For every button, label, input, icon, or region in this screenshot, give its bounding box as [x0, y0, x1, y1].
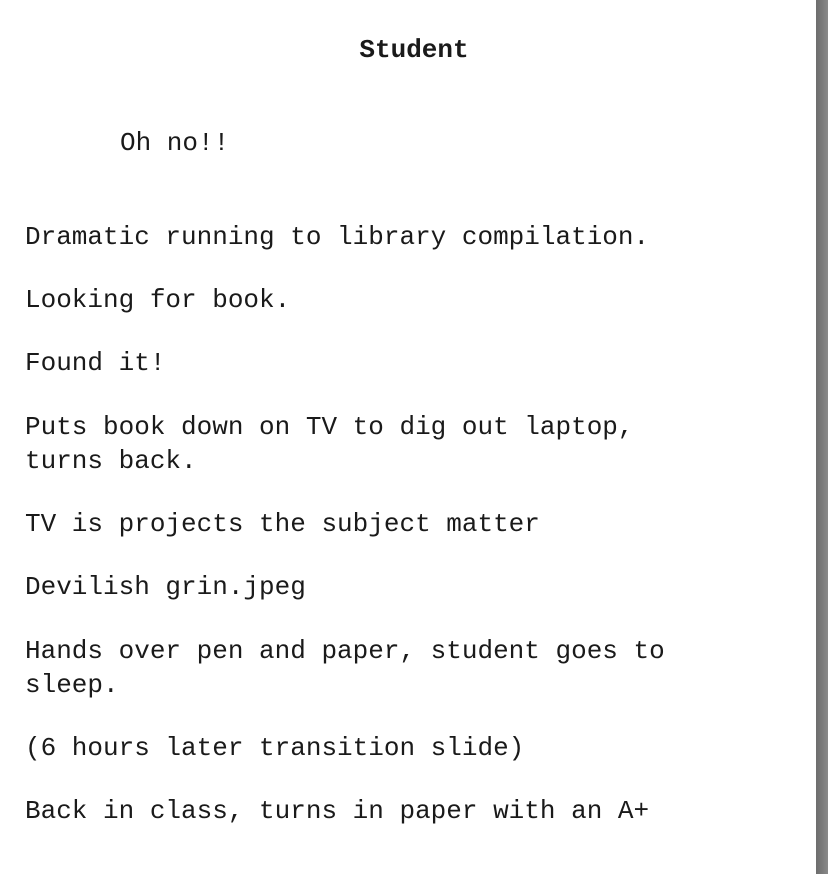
action-line: sleep. [25, 670, 119, 700]
action-line: Found it! [25, 348, 166, 378]
action-line: Devilish grin.jpeg [25, 572, 306, 602]
action-line: Back in class, turns in paper with an A+ [25, 796, 650, 826]
action-line: Puts book down on TV to dig out laptop, [25, 412, 634, 442]
action-line: Looking for book. [25, 285, 291, 315]
page-edge [816, 0, 828, 874]
action-line: Hands over pen and paper, student goes to [25, 636, 665, 666]
action-line: Dramatic running to library compilation. [25, 222, 650, 252]
dialogue-line: Oh no!! [120, 128, 230, 158]
character-name: Student [359, 35, 469, 65]
action-line: (6 hours later transition slide) [25, 733, 525, 763]
action-line: turns back. [25, 446, 197, 476]
action-line: TV is projects the subject matter [25, 509, 540, 539]
